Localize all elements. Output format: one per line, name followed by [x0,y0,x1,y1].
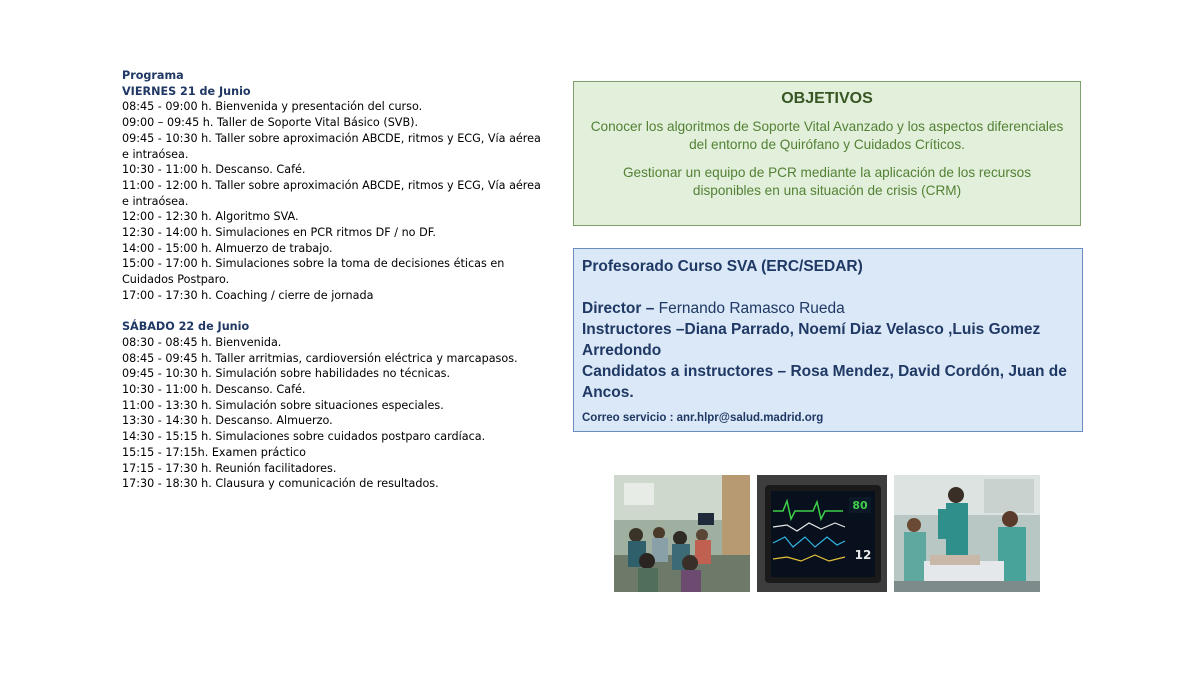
monitor-value-1: 80 [852,499,868,512]
candidates-line: Candidatos a instructores – Rosa Mendez, David Cordón, Juan de Ancos. [582,363,1067,401]
day2-title: SÁBADO 22 de Junio [122,320,250,334]
schedule-item: 17:00 - 17:30 h. Coaching / cierre de jornada [122,288,374,302]
schedule-item: 11:00 - 12:00 h. Taller sobre aproximación ABCDE, ritmos y ECG, Vía aérea e intraósea. [122,178,541,208]
objective-1: Conocer los algoritmos de Soporte Vital Avanzado y los aspectos diferenciales del entorno de Quirófano y Cuidados Críticos. [590,119,1064,152]
monitor-value-2: 12 [854,548,872,562]
program-section [122,68,542,492]
schedule-item: 15:00 - 17:00 h. Simulaciones sobre la toma de decisiones éticas en Cuidados Postparo. [122,257,505,287]
objectives-box [573,81,1081,226]
schedule-item: 09:45 - 10:30 h. Simulación sobre habilidades no técnicas. [122,367,451,381]
director-line [582,298,1074,319]
program-heading: Programa [122,69,184,82]
schedule-item: 11:00 - 13:30 h. Simulación sobre situaciones especiales. [122,398,444,412]
faculty-title: Profesorado Curso SVA (ERC/SEDAR) [582,258,863,275]
objective-2: Gestionar un equipo de PCR mediante la aplicación de los recursos disponibles en una situación de crisis (CRM) [622,165,1032,198]
simulation-photo [894,475,1040,592]
instructors-line: Instructores –Diana Parrado, Noemí Diaz Velasco ,Luis Gomez Arredondo [582,321,1041,359]
schedule-item: 17:30 - 18:30 h. Clausura y comunicación de resultados. [122,477,439,491]
schedule-item: 12:00 - 12:30 h. Algoritmo SVA. [122,210,299,224]
schedule-item: 15:15 - 17:15h. Examen práctico [122,445,307,459]
director-label: Director – [582,300,655,317]
faculty-box [573,248,1083,432]
schedule-item: 14:00 - 15:00 h. Almuerzo de trabajo. [122,241,333,255]
day2-schedule [122,335,542,492]
schedule-item: 08:45 - 09:00 h. Bienvenida y presentación del curso. [122,100,423,114]
day1-schedule [122,99,542,303]
monitor-photo [757,475,887,592]
schedule-item: 10:30 - 11:00 h. Descanso. Café. [122,163,306,177]
contact-email: Correo servicio : anr.hlpr@salud.madrid.org [582,412,824,424]
classroom-photo [614,475,750,592]
schedule-item: 13:30 - 14:30 h. Descanso. Almuerzo. [122,414,333,428]
day1-title: VIERNES 21 de Junio [122,84,251,98]
schedule-item: 14:30 - 15:15 h. Simulaciones sobre cuidados postparo cardíaca. [122,430,486,444]
objectives-title: OBJETIVOS [781,90,873,107]
schedule-item: 10:30 - 11:00 h. Descanso. Café. [122,383,306,397]
schedule-item: 09:45 - 10:30 h. Taller sobre aproximación ABCDE, ritmos y ECG, Vía aérea e intraósea. [122,131,541,161]
schedule-item: 09:00 – 09:45 h. Taller de Soporte Vital Básico (SVB). [122,116,419,130]
schedule-item: 08:30 - 08:45 h. Bienvenida. [122,335,282,349]
schedule-item: 08:45 - 09:45 h. Taller arritmias, cardioversión eléctrica y marcapasos. [122,351,518,365]
schedule-item: 12:30 - 14:00 h. Simulaciones en PCR ritmos DF / no DF. [122,226,436,240]
director-name: Fernando Ramasco Rueda [654,300,845,317]
schedule-item: 17:15 - 17:30 h. Reunión facilitadores. [122,461,337,475]
